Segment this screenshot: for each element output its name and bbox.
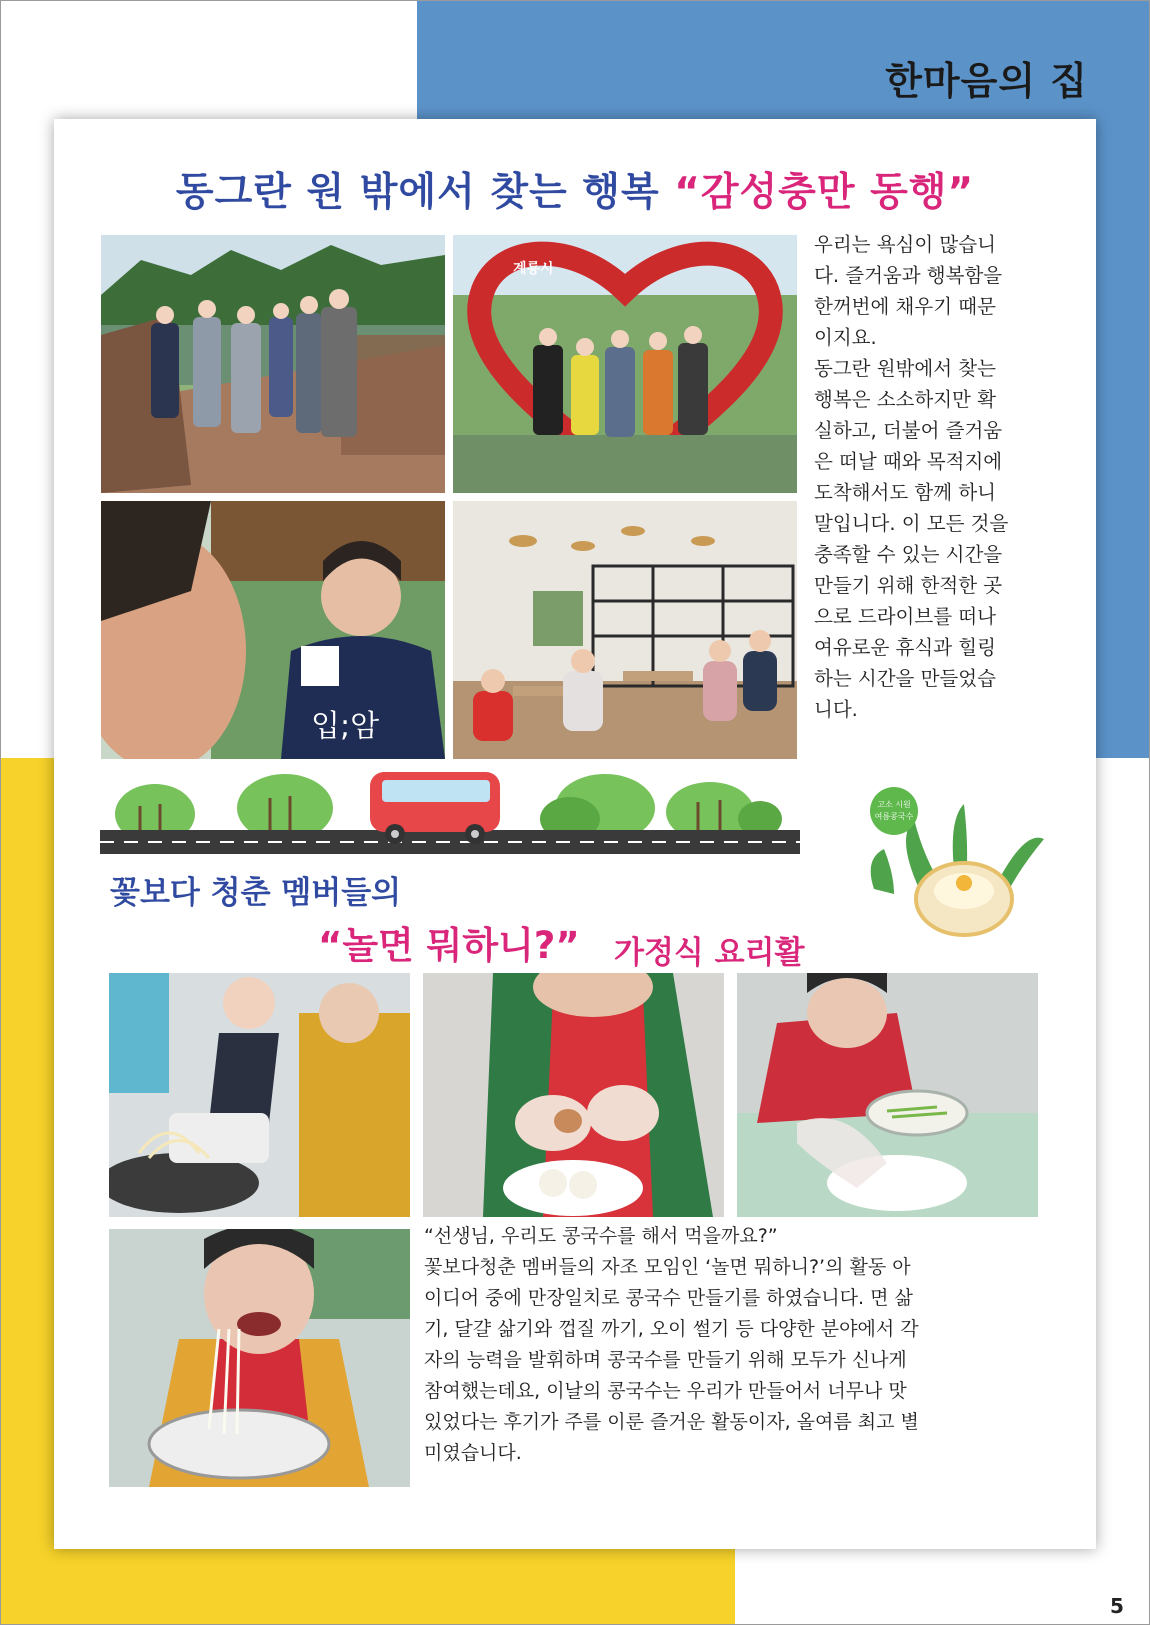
photo-eating-noodles	[109, 1229, 410, 1487]
text-line: 자의 능력을 발휘하며 콩국수를 만들기 위해 모두가 신나게	[424, 1349, 907, 1371]
photo-smiling-person	[101, 501, 445, 759]
photo-cucumber-slicing	[737, 973, 1038, 1217]
shirt-print: 입;암	[311, 709, 380, 744]
text-line: 니다.	[814, 698, 858, 721]
text-line: 말입니다. 이 모든 것을	[814, 512, 1009, 535]
photo-boiling-noodles	[109, 973, 410, 1217]
text-line: 꽃보다청춘 멤버들의 자조 모임인 ‘놀면 뭐하니?’의 활동 아	[424, 1256, 911, 1278]
text-line: 충족할 수 있는 시간을	[814, 543, 1003, 566]
text-line: 도착해서도 함께 하니	[814, 481, 996, 504]
text-line: 실하고, 더불어 즐거움	[814, 419, 1003, 442]
text-line: 하는 시간을 만들었습	[814, 667, 996, 690]
photo-peeling-eggs	[423, 973, 724, 1217]
text-line: 우리는 욕심이 많습니	[814, 233, 996, 256]
section2-title-line1: 꽃보다 청춘 멤버들의	[110, 875, 402, 911]
text-line: 참여했는데요, 이날의 콩국수는 우리가 만들어서 너무나 맛	[424, 1380, 907, 1402]
text-line: 만들기 위해 한적한 곳	[814, 574, 1003, 597]
text-line: 은 떠날 때와 목적지에	[814, 450, 1003, 473]
text-line: 동그란 원밖에서 찾는	[814, 357, 996, 380]
heart-sign-label: 계룡시	[513, 261, 554, 277]
text-line: 기, 달걀 삶기와 껍질 까기, 오이 썰기 등 다양한 분야에서 각	[424, 1318, 919, 1340]
text-line: 한꺼번에 채우기 때문	[814, 295, 996, 318]
section2-title-line2: “놀면 뭐하니?”	[318, 924, 580, 967]
section1-title	[54, 161, 1096, 217]
section1-paragraph	[814, 229, 1064, 725]
text-line: 다. 즐거움과 행복함을	[814, 264, 1003, 287]
badge-line2: 여름콩국수	[874, 812, 914, 821]
badge-line1: 고소 시원	[877, 800, 911, 809]
text-line: 미였습니다.	[424, 1442, 522, 1464]
text-line: 여유로운 휴식과 힐링	[814, 636, 996, 659]
page-number: 5	[1110, 1594, 1124, 1618]
text-line: 으로 드라이브를 떠나	[814, 605, 996, 628]
section1-title-main: 동그란 원 밖에서 찾는 행복	[175, 170, 675, 215]
quote-line: “선생님, 우리도 콩국수를 해서 먹을까요?”	[424, 1225, 778, 1247]
page-header-title: 한마음의 집	[885, 59, 1088, 103]
content-card	[54, 119, 1096, 1549]
photo-cafe-interior	[453, 501, 797, 759]
noodle-bowl-illustration	[854, 779, 1054, 949]
text-line: 있었다는 후기가 주를 이룬 즐거운 활동이자, 올여름 최고 별	[424, 1411, 919, 1433]
section2-title-suffix: 가정식 요리활	[614, 935, 805, 971]
section1-title-highlight: “감성충만 동행”	[674, 170, 975, 215]
photo-heart-sign-group	[453, 235, 797, 493]
road-van-illustration	[100, 764, 800, 854]
text-line: 행복은 소소하지만 확	[814, 388, 996, 411]
photo-boardwalk-group	[101, 235, 445, 493]
text-line: 이디어 중에 만장일치로 콩국수 만들기를 하였습니다. 면 삶	[424, 1287, 913, 1309]
section2-paragraph	[424, 1221, 1044, 1469]
text-line: 이지요.	[814, 326, 877, 349]
